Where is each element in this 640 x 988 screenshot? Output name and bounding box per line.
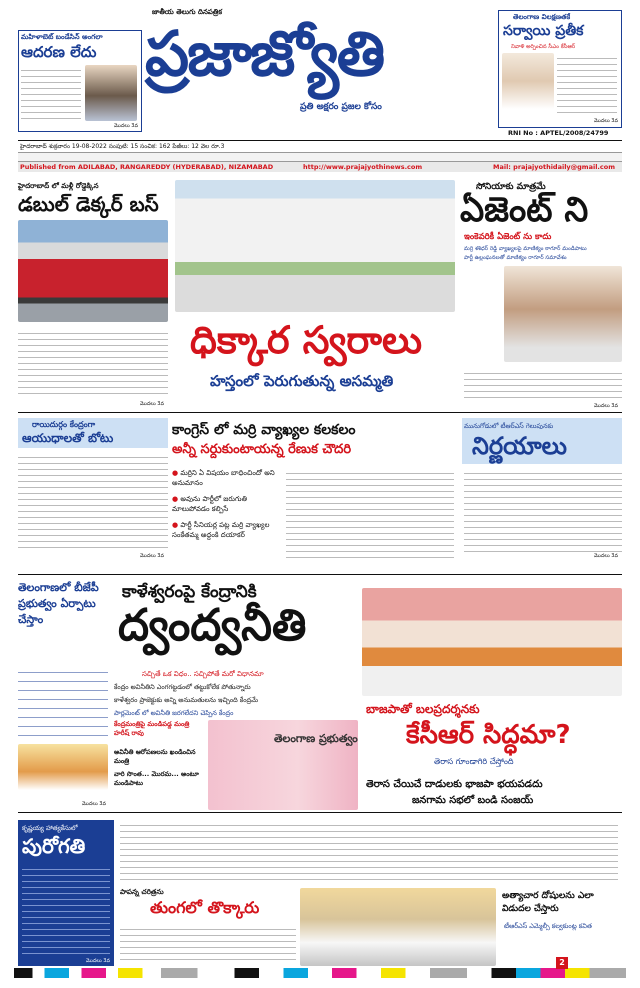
teaser-byline: మొదలు 3వ bbox=[593, 118, 618, 124]
bus-kicker: హైదరాబాద్ లో మళ్లీ రోడ్డెక్కిన bbox=[18, 182, 99, 190]
kcr-title: కేసీఆర్ సిద్ధమా? bbox=[406, 720, 571, 750]
event-photo bbox=[300, 888, 496, 966]
sonia-photo bbox=[504, 266, 622, 362]
rule bbox=[18, 812, 622, 813]
congress-bullet: ● అవును పార్టీలో జరుగుతి మాలుపోవడం కల్పిసే bbox=[172, 495, 247, 513]
publication-bar bbox=[18, 162, 622, 172]
minister-p2: వారి సొంత... మొరమ... అంటూ మండిపాటు bbox=[114, 770, 199, 787]
rni-number: RNI No : APTEL/2008/24799 bbox=[508, 129, 609, 137]
color-registration-bar bbox=[14, 968, 626, 978]
teaser-kicker: మహిళాబెట్ బండేసిన్ అంగలా bbox=[21, 33, 103, 41]
bus-byline: మొదలు 3వ bbox=[139, 401, 164, 407]
assembly-photo bbox=[175, 180, 455, 312]
bus-title: డబుల్ డెక్కర్ బస్ bbox=[18, 192, 159, 216]
congress-bullet: ● పార్టీ సీనియర్ల పట్ల మర్రి వ్యాఖ్యల సంకేతమ్మ అద్దంకి దయాకర్ bbox=[172, 521, 270, 539]
congress-body bbox=[286, 468, 454, 558]
atyachara-story[interactable] bbox=[500, 888, 620, 966]
mail-link[interactable]: Mail: prajajyothidaily@gmail.com bbox=[493, 163, 615, 171]
masthead bbox=[0, 0, 640, 142]
minister-banner: తెలంగాణ ప్రభుత్వం bbox=[274, 732, 358, 745]
sonia-body bbox=[464, 368, 622, 402]
bjp-story[interactable] bbox=[18, 580, 108, 808]
dateline: హైదరాబాద్ శుక్రవారం 19-08-2022 సంపుటి: 15 సంచిక: 162 పేజీలు: 12 వెల రూ.3 bbox=[20, 143, 225, 150]
top-left-teaser[interactable] bbox=[18, 30, 142, 132]
tagline: జాతీయ తెలుగు దినపత్రిక bbox=[152, 8, 222, 16]
kcr-deck2: జనగామ సభలో బండి సంజయ్ bbox=[412, 795, 534, 806]
nirnayalu-title: నిర్ణయాలు bbox=[472, 432, 567, 460]
teaser-sub: నివాళి అర్పించిన సీఎం కేసీఆర్ bbox=[511, 44, 576, 50]
tungalo-kicker: పాపన్న చరిత్రను bbox=[120, 888, 164, 896]
bus-body bbox=[18, 328, 168, 396]
atyachara-title: అత్యాచార దోషులను ఎలా విడుదల చేస్తారు bbox=[502, 891, 594, 914]
atyachara-sub: టీఆర్ఎస్ ఎమ్మెల్సీ కల్వకుంట్ల కవిత bbox=[504, 922, 592, 930]
purogati-body bbox=[22, 864, 110, 956]
sonia-sub: ఇంకెవరికీ ఏజెంట్ ను కాదు bbox=[464, 232, 552, 242]
sonia-point-2: పార్టీ ఉల్లంఘనలతో మాణిక్యం రాగూర్ సమావేశం bbox=[464, 255, 567, 261]
kaleshwaram-sub3: కాళేశ్వరం ప్రాజెక్టుకు అన్ని అనుమతులను ఇచ్చింది కేంద్రమే bbox=[114, 696, 258, 704]
kcr-deck1: తెరాస చేయిచే దాడులకు భాజపా భయపడదు bbox=[366, 779, 543, 790]
congress-bullets bbox=[172, 468, 280, 540]
rally-photo bbox=[362, 588, 622, 696]
kaleshwaram-kicker: కాళేశ్వరంపై కేంద్రానికి bbox=[122, 582, 257, 602]
teaser-photo bbox=[502, 53, 554, 123]
bjp-title: తెలంగాణలో బీజేపీ ప్రభుత్వం ఏర్పాటు చేస్తాం bbox=[18, 581, 99, 626]
raidurgam-kicker: రాయిదుర్గం కేంద్రంగా bbox=[32, 420, 96, 429]
minister-kicker: కేంద్రమంత్రిపై మండిపడ్డ మంత్రి హరీష్ రావు bbox=[114, 720, 190, 737]
kaleshwaram-story[interactable] bbox=[114, 580, 358, 670]
congress-sub: అన్నీ సర్దుకుంటాయన్న రేణుక చౌదరి bbox=[172, 442, 352, 457]
kaleshwaram-sub4: పార్లమెంట్ లో అవినీతి జరగలేదని చెప్పిన కేంద్రం bbox=[114, 709, 234, 717]
kcr-sub: తెరాస గూండాగిరి చేస్తోంది bbox=[434, 757, 514, 766]
rule bbox=[18, 412, 622, 413]
bjp-byline: మొదలు 3వ bbox=[81, 801, 106, 807]
purogati-byline: మొదలు 3వ bbox=[85, 958, 110, 964]
dhikkara-sub: హస్తంలో పెరుగుతున్న అసమ్మతి bbox=[210, 372, 394, 390]
sonia-title: ఏజెంట్ ని bbox=[460, 190, 589, 230]
sonia-story[interactable] bbox=[462, 176, 622, 408]
kaleshwaram-sub2: కేంద్రం అవినీతిని ఎంగగట్టడంలో తట్టుకోలేక పోతున్నారు bbox=[114, 683, 251, 691]
tungalo-body bbox=[120, 924, 296, 964]
page-number: 2 bbox=[556, 957, 568, 969]
top-right-teaser[interactable] bbox=[498, 10, 622, 128]
raidurgam-title: ఆయుధాలతో బోటు bbox=[22, 431, 114, 445]
teaser-title: సర్వాయి ప్రతీక bbox=[503, 23, 584, 39]
purogati-title: పురోగతి bbox=[22, 834, 86, 858]
masthead-logo[interactable]: ప్రజాజ్యోతి bbox=[145, 17, 384, 90]
congress-title: కాంగ్రెస్ లో మర్రి వ్యాఖ్యల కలకలం bbox=[172, 422, 356, 438]
bus-photo bbox=[18, 220, 168, 322]
kaleshwaram-title: ద్వంద్వనీతి bbox=[118, 600, 307, 651]
sonia-point-1: మర్రి శశిధర్ రెడ్డి వ్యాఖ్యలపై మాణిక్యం ఠాగూర్ మండిపాటు bbox=[464, 246, 587, 252]
sonia-byline: మొదలు 3వ bbox=[593, 403, 618, 409]
lower-body-text bbox=[120, 820, 618, 880]
nirnayalu-byline: మొదలు 3వ bbox=[593, 553, 618, 559]
sonia-kicker: సోనియాకు మాత్రమే bbox=[476, 182, 546, 192]
minister-story[interactable] bbox=[114, 720, 358, 810]
published-from: Published from ADILABAD, RANGAREDDY (HYDERABAD), NIZAMABAD bbox=[20, 163, 274, 171]
dhikkara-title[interactable]: ధిక్కార స్వరాలు bbox=[190, 318, 423, 362]
teaser-photo bbox=[85, 65, 137, 121]
teaser-body bbox=[21, 65, 81, 121]
tungalo-story[interactable] bbox=[120, 888, 296, 966]
nirnayalu-body bbox=[464, 468, 622, 552]
rule bbox=[18, 574, 622, 575]
kaleshwaram-sub1: సచ్చితే ఒక విధం.. సచ్చిపోతే మరో విధానమా bbox=[142, 670, 264, 678]
nirnayalu-kicker: మునుగోడులో టీఆర్ఎస్ గెలుపునకు bbox=[464, 422, 554, 430]
bus-story[interactable] bbox=[18, 176, 168, 408]
purogati-story[interactable] bbox=[18, 820, 114, 966]
nirnayalu-story[interactable] bbox=[462, 418, 622, 560]
raidurgam-body bbox=[18, 452, 168, 552]
teaser-title: ఆదరణ లేదు bbox=[21, 43, 97, 61]
tungalo-title: తుంగలో తొక్కారు bbox=[150, 898, 260, 917]
weather-strip bbox=[18, 152, 622, 162]
purogati-kicker: కృష్ణయ్య హాత్యకేసులో bbox=[22, 824, 78, 832]
teaser-body bbox=[557, 53, 617, 117]
masthead-motto: ప్రతి అక్షరం ప్రజల కోసం bbox=[300, 102, 382, 112]
raidurgam-byline: మొదలు 3వ bbox=[139, 553, 164, 559]
kcr-story[interactable] bbox=[362, 700, 622, 808]
teaser-kicker: తెలంగాణ విలక్షణతకే bbox=[513, 13, 571, 21]
bjp-points bbox=[18, 664, 108, 740]
rule bbox=[18, 140, 622, 141]
website-link[interactable]: http://www.prajajyothinews.com bbox=[303, 163, 423, 171]
teaser-byline: మొదలు 3వ bbox=[113, 123, 138, 129]
congress-bullet: ● మర్రిని ఏ విషయం బాధించిందో అని అనుమానం bbox=[172, 469, 275, 487]
raidurgam-story[interactable] bbox=[18, 418, 168, 560]
minister-p1: అవినీతి ఆరోపణలను ఖండించిన మంత్రి bbox=[114, 748, 196, 765]
kcr-kicker: బాజపాతో బలప్రదర్శనకు bbox=[366, 702, 480, 716]
kaleshwaram-deck bbox=[114, 670, 358, 719]
congress-story[interactable] bbox=[172, 418, 454, 560]
bjp-photo bbox=[18, 744, 108, 790]
